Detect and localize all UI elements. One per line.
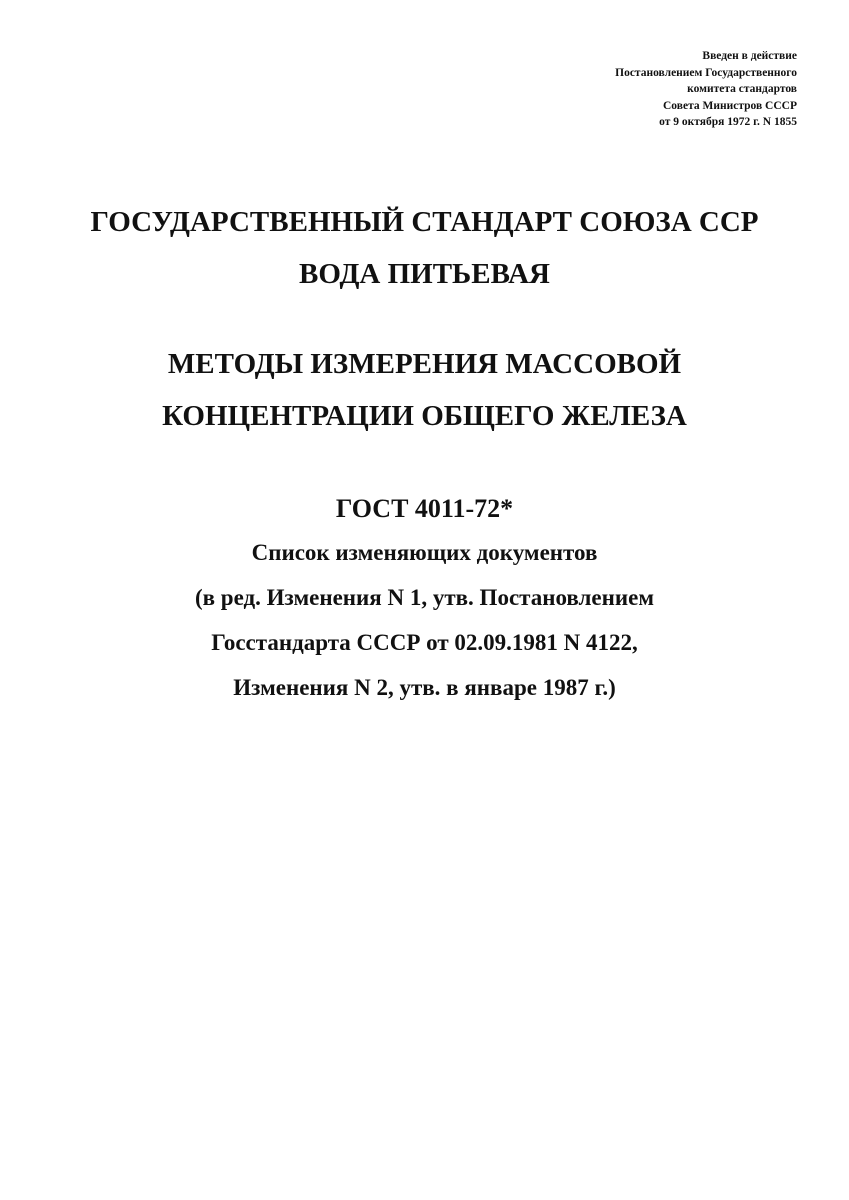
approval-line: от 9 октября 1972 г. N 1855 (659, 116, 797, 128)
amendment-line: Госстандарта СССР от 02.09.1981 N 4122, (211, 630, 638, 655)
amendment-line: Изменения N 2, утв. в январе 1987 г.) (233, 675, 616, 700)
main-title-line: ГОСУДАРСТВЕННЫЙ СТАНДАРТ СОЮЗА ССР (90, 206, 759, 238)
subtitle-line: МЕТОДЫ ИЗМЕРЕНИЯ МАССОВОЙ (167, 348, 682, 380)
amendments-list (0, 530, 849, 710)
approval-line: Совета Министров СССР (662, 99, 797, 112)
amendments-heading: Список изменяющих документов (251, 540, 598, 565)
approval-line: комитета стандартов (687, 83, 797, 95)
main-title-line: ВОДА ПИТЬЕВАЯ (299, 258, 550, 290)
approval-line: Постановлением Государственного (615, 66, 797, 79)
subtitle-line: КОНЦЕНТРАЦИИ ОБЩЕГО ЖЕЛЕЗА (162, 400, 687, 432)
main-title (0, 196, 849, 300)
standard-code: ГОСТ 4011-72* (335, 494, 514, 523)
amendment-line: (в ред. Изменения N 1, утв. Постановлением (194, 585, 655, 610)
approval-note (477, 48, 797, 131)
document-subtitle (0, 338, 849, 442)
approval-line: Введен в действие (702, 50, 797, 62)
